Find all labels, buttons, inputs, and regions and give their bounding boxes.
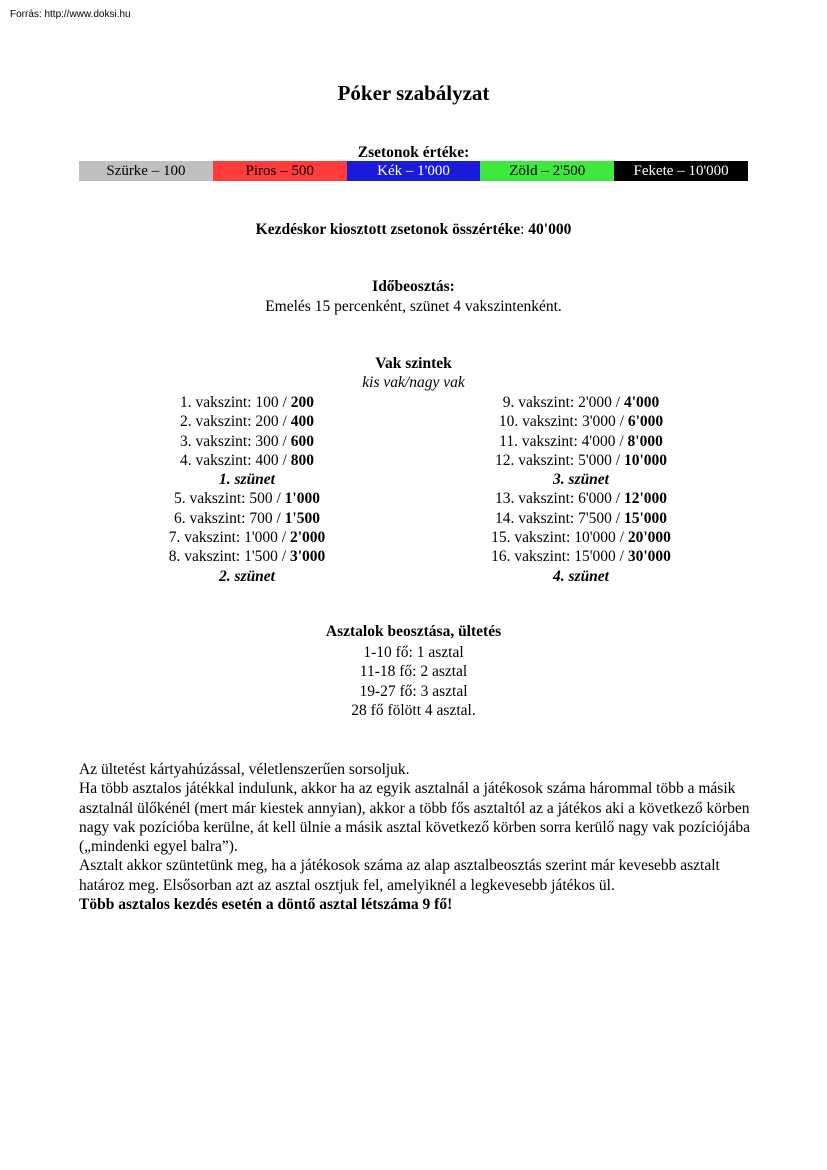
blind-level-prefix: 13. vakszint: 6'000 / xyxy=(495,490,624,508)
chip-blue: Kék – 1'000 xyxy=(347,161,481,181)
rule-seating: Az ültetést kártyahúzással, véletlenszerűen sorsoljuk. xyxy=(79,761,410,778)
blind-level xyxy=(117,432,377,451)
starting-total xyxy=(0,221,827,239)
big-blind-value: 15'000 xyxy=(623,509,667,527)
tables-line: 11-18 fő: 2 asztal xyxy=(359,663,468,681)
blind-level-prefix: 15. vakszint: 10'000 / xyxy=(491,529,628,547)
blinds-column-right xyxy=(451,393,711,586)
big-blind-value: 400 xyxy=(290,413,314,431)
big-blind-value: 30'000 xyxy=(627,548,671,566)
rules-text xyxy=(79,760,759,914)
schedule-heading: Időbeosztás: xyxy=(372,278,455,295)
chip-red: Piros – 500 xyxy=(213,161,347,181)
tables-heading: Asztalok beosztása, ültetés xyxy=(325,623,502,640)
source-url: Forrás: http://www.doksi.hu xyxy=(10,9,131,20)
blind-break: 3. szünet xyxy=(553,471,609,489)
blind-level-prefix: 14. vakszint: 7'500 / xyxy=(495,509,624,527)
big-blind-value: 20'000 xyxy=(627,529,671,547)
rule-table-break: Asztalt akkor szüntetünk meg, ha a játékosok száma az alap asztalbeosztás szerint már kevesebb asztalt határoz meg. Elsősorban azt az asztal osztjuk fel, amelyiknél a legkevesebb játékos ül. xyxy=(79,857,720,894)
blind-level xyxy=(451,412,711,431)
chip-black: Fekete – 10'000 xyxy=(614,161,748,181)
blind-level-prefix: 8. vakszint: 1'500 / xyxy=(168,548,290,566)
blind-level xyxy=(117,489,377,508)
blind-level-prefix: 9. vakszint: 2'000 / xyxy=(502,394,624,411)
blind-level-prefix: 7. vakszint: 1'000 / xyxy=(168,529,290,547)
blind-level xyxy=(451,547,711,566)
big-blind-value: 12'000 xyxy=(623,490,667,508)
blind-break: 1. szünet xyxy=(219,471,275,489)
blind-level-prefix: 6. vakszint: 700 / xyxy=(174,509,285,527)
schedule-text: Emelés 15 percenként, szünet 4 vakszintenként. xyxy=(265,298,562,315)
blind-level xyxy=(117,528,377,547)
blind-break: 4. szünet xyxy=(553,567,609,585)
big-blind-value: 3'000 xyxy=(289,548,326,566)
starting-total-label: Kezdéskor kiosztott zsetonok összértéke xyxy=(255,221,521,238)
blind-level xyxy=(451,509,711,528)
page-title: Póker szabályzat xyxy=(337,81,490,105)
blind-break: 2. szünet xyxy=(219,567,275,585)
blind-level xyxy=(451,489,711,508)
big-blind-value: 200 xyxy=(290,394,314,411)
blind-level xyxy=(451,528,711,547)
blind-level xyxy=(117,393,377,412)
blind-level xyxy=(451,432,711,451)
blind-level-prefix: 3. vakszint: 300 / xyxy=(180,432,291,450)
big-blind-value: 1'500 xyxy=(284,509,320,527)
blind-level-prefix: 11. vakszint: 4'000 / xyxy=(499,432,628,450)
blind-level xyxy=(117,412,377,431)
blind-level-prefix: 4. vakszint: 400 / xyxy=(180,451,291,469)
chip-values-table xyxy=(79,161,748,181)
big-blind-value: 800 xyxy=(290,451,314,469)
big-blind-value: 10'000 xyxy=(623,451,667,469)
chip-gray: Szürke – 100 xyxy=(79,161,213,181)
blind-level xyxy=(117,509,377,528)
big-blind-value: 8'000 xyxy=(627,432,663,450)
big-blind-value: 6'000 xyxy=(627,413,664,431)
rule-final-table: Több asztalos kezdés esetén a döntő asztal létszáma 9 fő! xyxy=(79,896,453,914)
chip-green: Zöld – 2'500 xyxy=(480,161,614,181)
big-blind-value: 2'000 xyxy=(289,529,326,547)
blind-level-prefix: 5. vakszint: 500 / xyxy=(174,490,285,508)
blinds-column-left xyxy=(117,393,377,586)
big-blind-value: 600 xyxy=(290,432,314,450)
blinds-subheading: kis vak/nagy vak xyxy=(362,374,465,391)
blind-level-prefix: 12. vakszint: 5'000 / xyxy=(495,451,624,469)
blinds-heading: Vak szintek xyxy=(375,355,452,372)
blind-level xyxy=(117,451,377,470)
blind-level-prefix: 2. vakszint: 200 / xyxy=(180,413,291,431)
blind-level-prefix: 16. vakszint: 15'000 / xyxy=(491,548,628,566)
tables-list xyxy=(0,643,827,721)
blind-level-prefix: 10. vakszint: 3'000 / xyxy=(498,413,628,431)
blind-level xyxy=(117,547,377,566)
starting-total-value: 40'000 xyxy=(528,221,572,238)
tables-line: 1-10 fő: 1 asztal xyxy=(363,644,464,661)
chips-heading: Zsetonok értéke: xyxy=(357,144,470,161)
rule-rebalance: Ha több asztalos játékkal indulunk, akkor ha az egyik asztalnál a játékosok száma hárommal több a másik asztalnál ülőkénél (mert már kiestek annyian), akkor a több fős asztaltól az a játékos aki a következő körben nagy vak pozícióba kerülne, át kell ülnie a másik asztal következő körben sorra kerülő nagy vak pozíciójába („mindenki egyel balra”). xyxy=(79,780,750,856)
big-blind-value: 4'000 xyxy=(623,394,660,411)
tables-line: 28 fő fölött 4 asztal. xyxy=(351,702,476,720)
blind-level-prefix: 1. vakszint: 100 / xyxy=(180,394,291,411)
starting-total-sep: : xyxy=(520,221,529,238)
blind-level xyxy=(451,393,711,412)
tables-line: 19-27 fő: 3 asztal xyxy=(359,682,468,700)
big-blind-value: 1'000 xyxy=(284,490,320,508)
blind-level xyxy=(451,451,711,470)
